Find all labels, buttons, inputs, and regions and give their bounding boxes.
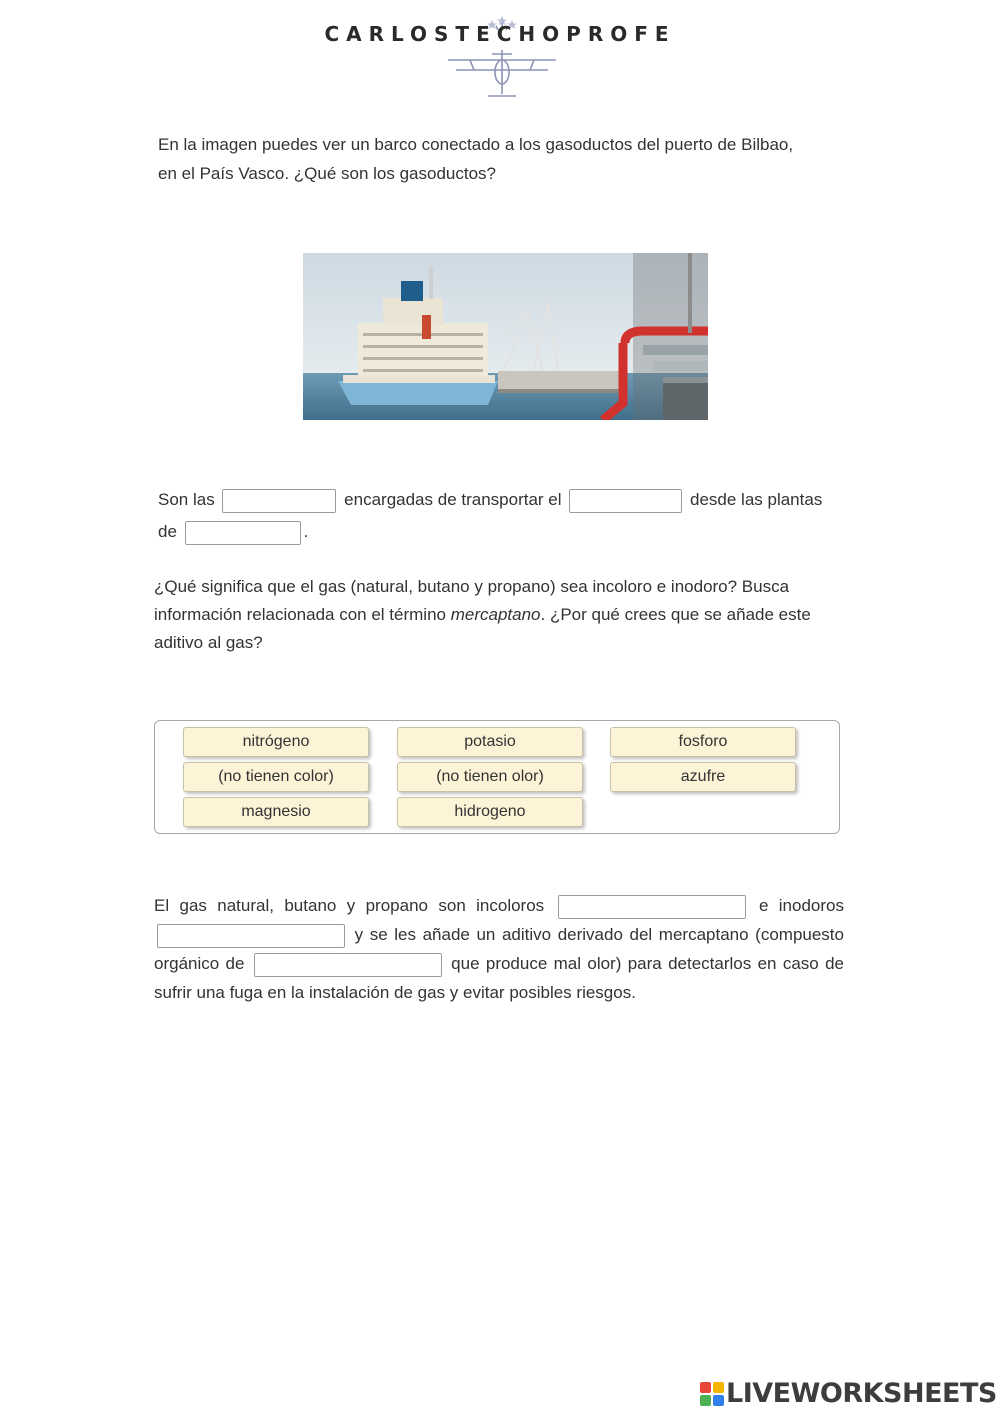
question-1-line-2: en el País Vasco. ¿Qué son los gasoductos? — [158, 164, 496, 183]
question-2-line-2a: información relacionada con el término — [154, 605, 451, 624]
liveworksheets-logo-icon — [700, 1382, 724, 1406]
fill-blank-gasoductos — [158, 484, 858, 548]
liveworksheets-brand — [700, 1377, 1000, 1411]
question-2-line-2 — [154, 601, 854, 629]
fill1-text-1: Son las — [158, 490, 215, 509]
blank-answer-6[interactable] — [254, 953, 442, 977]
question-2-line-2c: . ¿Por qué crees que se añade este — [540, 605, 811, 624]
word-bank — [154, 720, 840, 834]
question-2-line-3: aditivo al gas? — [154, 633, 263, 652]
word-chip-potasio[interactable]: potasio — [397, 727, 583, 757]
blank-answer-3[interactable] — [185, 521, 301, 545]
question-1-line-1: En la imagen puedes ver un barco conectado a los gasoductos del puerto de Bilbao, — [158, 135, 794, 154]
fill1-text-5: . — [303, 522, 309, 541]
question-2 — [154, 573, 854, 657]
word-chip-no-olor[interactable]: (no tienen olor) — [397, 762, 583, 792]
word-chip-no-color[interactable]: (no tienen color) — [183, 762, 369, 792]
fill2-text-4: que produce mal olor) para detectarlos en caso de sufrir una fuga en la instalación de gas y evitar posibles riesgos. — [154, 954, 844, 1002]
liveworksheets-wordmark: LIVEWORKSHEETS — [726, 1378, 997, 1409]
word-chip-magnesio[interactable]: magnesio — [183, 797, 369, 827]
blank-answer-4[interactable] — [558, 895, 746, 919]
word-chip-nitrogeno[interactable]: nitrógeno — [183, 727, 369, 757]
fill2-text-3: y se les añade un aditivo derivado del mercaptano (compuesto orgánico de — [154, 925, 844, 973]
ship-photo — [303, 253, 708, 420]
word-chip-fosforo[interactable]: fosforo — [610, 727, 796, 757]
word-chip-azufre[interactable]: azufre — [610, 762, 796, 792]
word-chip-hidrogeno[interactable]: hidrogeno — [397, 797, 583, 827]
blank-answer-2[interactable] — [569, 489, 682, 513]
fill1-text-3: desde las plantas — [690, 490, 823, 509]
fill1-text-4: de — [158, 522, 177, 541]
blank-answer-5[interactable] — [157, 924, 345, 948]
fill2-text-2: e inodoros — [758, 896, 844, 915]
question-1 — [158, 130, 858, 188]
term-mercaptano: mercaptano — [450, 605, 541, 624]
fill1-text-2: encargadas de transportar el — [344, 490, 562, 509]
fill-blank-mercaptano — [154, 891, 844, 1007]
fill2-text-1: El gas natural, butano y propano son incoloros — [154, 896, 545, 915]
brand-title: CARLOSTECHOPROFE — [324, 22, 676, 46]
question-2-line-1: ¿Qué significa que el gas (natural, butano y propano) sea incoloro e inodoro? Busca — [154, 577, 790, 596]
blank-answer-1[interactable] — [222, 489, 336, 513]
